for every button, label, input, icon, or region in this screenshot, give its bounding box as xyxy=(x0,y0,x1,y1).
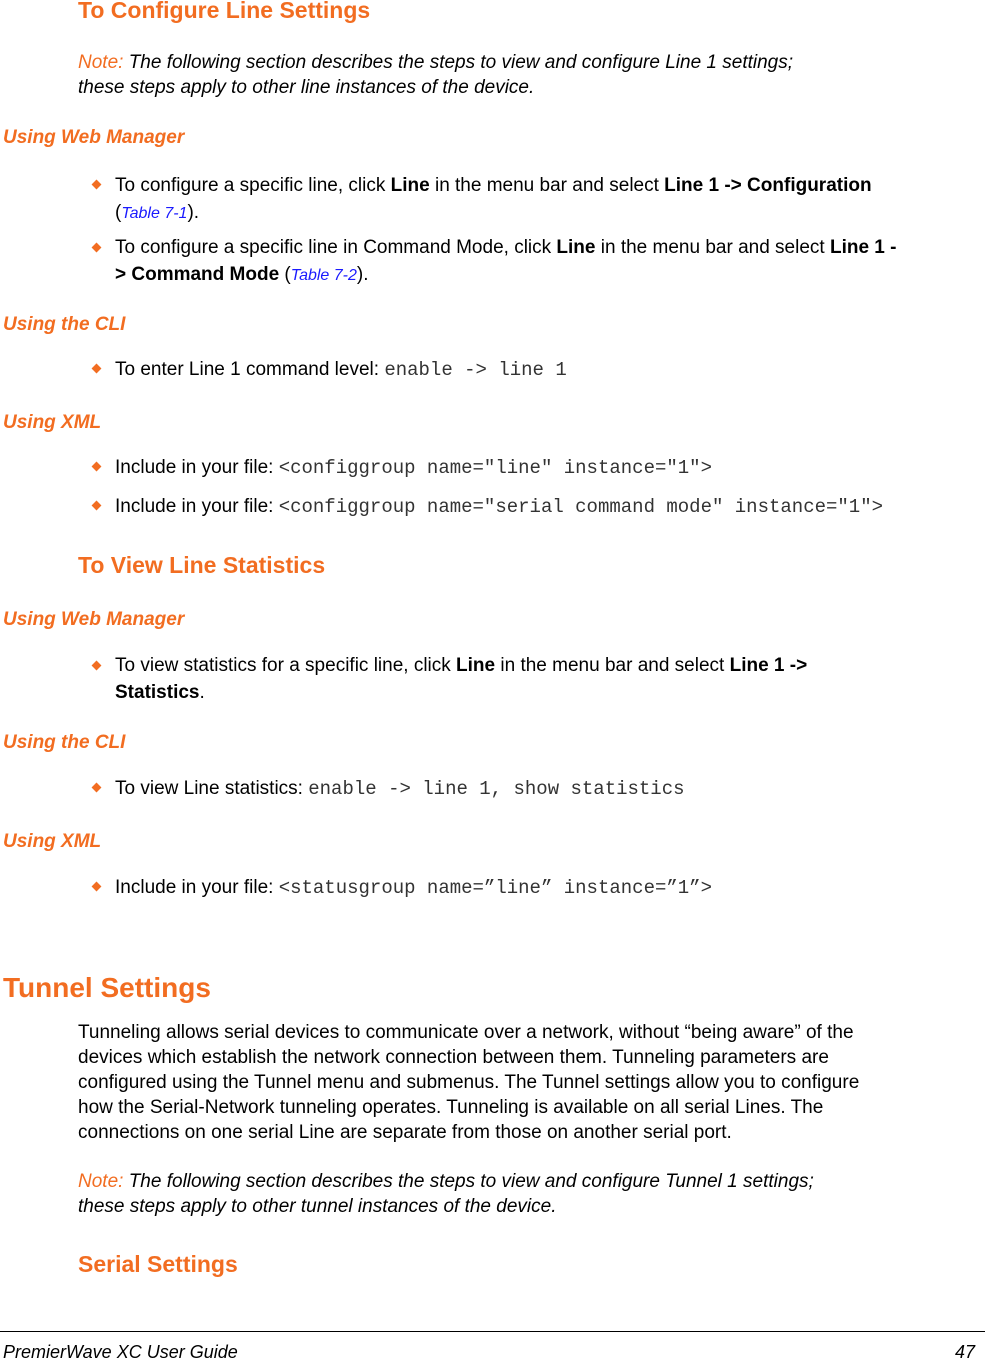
menu-line-ref: Line xyxy=(456,655,496,676)
footer-title: PremierWave XC User Guide xyxy=(3,1342,238,1362)
bullet-xml-status: Include in your file: <statusgroup name=”line” instance=”1”> xyxy=(115,877,712,899)
section-heading-serial-settings: Serial Settings xyxy=(78,1251,238,1277)
menu-selection-cont: Statistics xyxy=(115,682,200,703)
section-heading-configure-line: To Configure Line Settings xyxy=(78,0,371,23)
table-link[interactable]: Table 7-1 xyxy=(121,205,188,222)
bullet-cli-statistics: To view Line statistics: enable -> line 1, show statistics xyxy=(115,778,685,800)
tunnel-paragraph: Tunneling allows serial devices to communicate over a network, without “being aware” of the devices which establish the network connection between them. Tunneling parameters are configured using the Tunnel menu and submenus. The Tunnel settings allow you to configure how the Serial-Network tunneling operates. Tunneling is available on all serial Lines. The connections on one serial Line are separate from those on another serial port. xyxy=(78,1022,860,1143)
subheading-cli: Using the CLI xyxy=(3,732,126,753)
bullet-cli: To enter Line 1 command level: enable -> line 1 xyxy=(115,359,567,381)
note-text: The following section describes the steps to view and configure Line 1 settings; xyxy=(123,52,794,73)
xml-code: <statusgroup name=”line” instance=”1”> xyxy=(278,877,712,899)
subheading-xml: Using XML xyxy=(3,831,102,852)
menu-selection-cont: > Command Mode xyxy=(115,264,280,285)
bullet-icon xyxy=(92,180,102,190)
table-link[interactable]: Table 7-2 xyxy=(290,267,357,284)
menu-selection: Line 1 -> xyxy=(729,655,808,676)
note-text-cont: these steps apply to other line instances of the device. xyxy=(78,77,535,98)
xml-code: <configgroup name="serial command mode" instance="1"> xyxy=(278,496,884,518)
menu-selection: Line 1 -> Configuration xyxy=(664,175,872,196)
bullet-configure-line: To configure a specific line, click Line in the menu bar and select Line 1 -> Configuration (Table 7-1). xyxy=(115,175,872,223)
bullet-icon xyxy=(92,882,102,892)
bullet-icon xyxy=(92,462,102,472)
bullet-view-statistics: To view statistics for a specific line, click Line in the menu bar and select Line 1 -> Statistics. xyxy=(115,655,808,703)
bullet-xml-line: Include in your file: <configgroup name="line" instance="1"> xyxy=(115,457,712,479)
section-heading-line-statistics: To View Line Statistics xyxy=(78,552,326,578)
note-tunnel-settings xyxy=(78,1169,814,1219)
footer-divider xyxy=(0,1331,985,1332)
note-text: The following section describes the steps to view and configure Tunnel 1 settings; xyxy=(123,1171,814,1192)
menu-line-ref: Line xyxy=(556,237,596,258)
note-label: Note: xyxy=(78,52,124,73)
cli-command: enable -> line 1 xyxy=(384,359,567,381)
cli-command: enable -> line 1, show statistics xyxy=(308,778,685,800)
subheading-xml: Using XML xyxy=(3,412,102,433)
subheading-cli: Using the CLI xyxy=(3,314,126,335)
bullet-xml-command-mode: Include in your file: <configgroup name="serial command mode" instance="1"> xyxy=(115,496,884,518)
xml-code: <configgroup name="line" instance="1"> xyxy=(278,457,712,479)
chapter-heading-tunnel-settings: Tunnel Settings xyxy=(3,972,211,1003)
bullet-icon xyxy=(92,661,102,671)
note-text-cont: these steps apply to other tunnel instances of the device. xyxy=(78,1196,557,1217)
bullet-icon xyxy=(92,501,102,511)
bullet-icon xyxy=(92,783,102,793)
subheading-web-manager: Using Web Manager xyxy=(3,609,185,630)
note-label: Note: xyxy=(78,1171,124,1192)
note-line-settings xyxy=(78,50,793,100)
subheading-web-manager: Using Web Manager xyxy=(3,127,185,148)
bullet-icon xyxy=(92,364,102,374)
page-number: 47 xyxy=(954,1342,975,1362)
bullet-icon xyxy=(92,243,102,253)
bullet-command-mode: To configure a specific line in Command Mode, click Line in the menu bar and select Line 1 - > Command Mode (Table 7-2). xyxy=(115,237,897,285)
menu-line-ref: Line xyxy=(390,175,430,196)
menu-selection: Line 1 - xyxy=(829,237,897,258)
